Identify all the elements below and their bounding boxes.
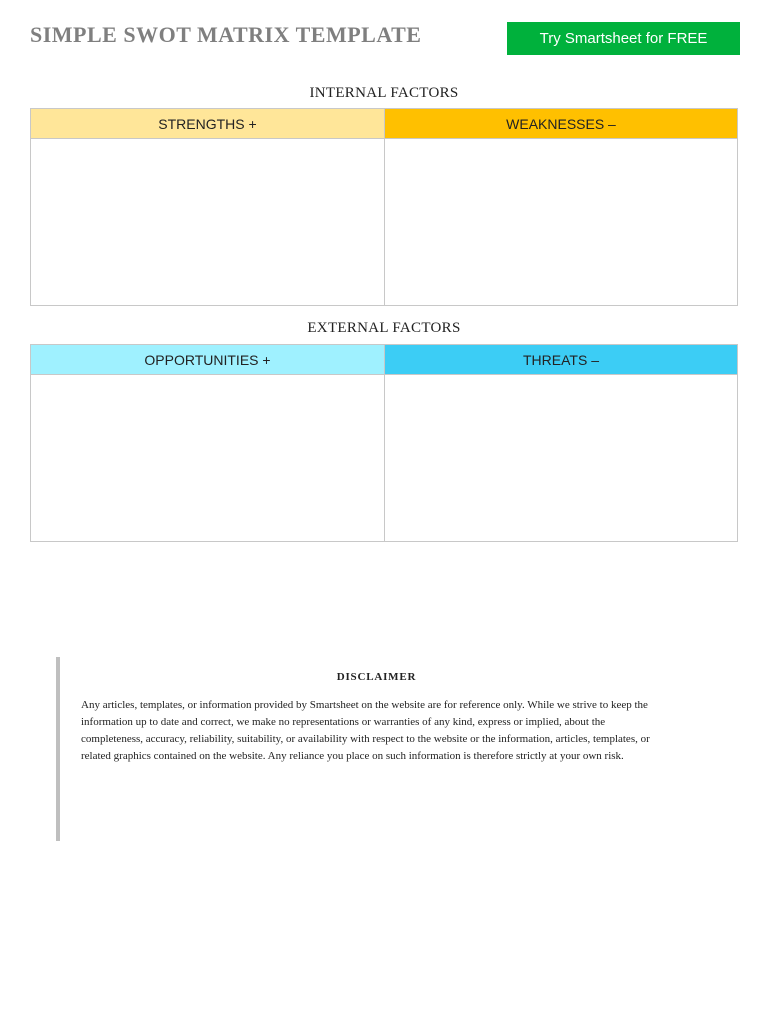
external-factors-matrix [30,344,738,542]
page-title: SIMPLE SWOT MATRIX TEMPLATE [30,22,422,47]
strengths-cell[interactable] [30,138,384,306]
threats-header: THREATS – [384,344,738,374]
try-smartsheet-button[interactable]: Try Smartsheet for FREE [507,22,740,55]
threats-cell[interactable] [384,374,738,542]
disclaimer-title: DISCLAIMER [336,671,417,683]
weaknesses-header: WEAKNESSES – [384,108,738,138]
disclaimer-box [56,657,686,841]
strengths-header: STRENGTHS + [30,108,384,138]
disclaimer-text: Any articles, templates, or information provided by Smartsheet on the website are for reference only. While we strive to keep the information up to date and correct, we make no representations or warranties of any kind, express or implied, about the completeness, accuracy, reliability, suitability, or availability with respect to the website or the information, articles, templates, or related graphics contained on the website. Any reliance you place on such information is therefore strictly at your own risk. [81,699,650,762]
external-factors-label: EXTERNAL FACTORS [307,320,461,336]
opportunities-cell[interactable] [30,374,384,542]
internal-factors-matrix [30,108,738,306]
weaknesses-cell[interactable] [384,138,738,306]
opportunities-header: OPPORTUNITIES + [30,344,384,374]
internal-factors-label: INTERNAL FACTORS [309,85,459,101]
